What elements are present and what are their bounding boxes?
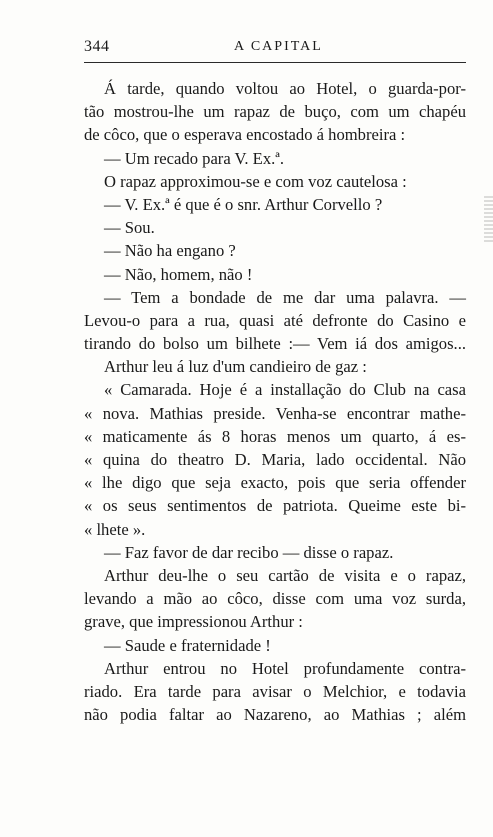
text-line: tirando do bolso um bilhete :— Vem iá dos amigos... <box>84 334 466 354</box>
page-body <box>84 77 466 726</box>
text-line: « lhe digo que seja exacto, pois que seria offender <box>84 473 466 493</box>
text-line: de côco, que o esperava encostado á hombreira : <box>84 125 406 145</box>
text-line: — Não ha engano ? <box>104 241 236 261</box>
text-line: « os seus sentimentos de patriota. Queime este bi- <box>84 496 466 516</box>
text-line: — Tem a bondade de me dar uma palavra. — <box>104 287 466 307</box>
text-line: — Faz favor de dar recibo — disse o rapaz. <box>104 542 394 562</box>
text-line: « nova. Mathias preside. Venha-se encontrar mathe- <box>84 403 466 423</box>
header-rule <box>84 62 466 63</box>
text-line: Arthur leu á luz d'um candieiro de gaz : <box>104 357 367 377</box>
text-line: Arthur entrou no Hotel profundamente contra- <box>104 658 466 678</box>
text-line: — Sou. <box>104 218 155 238</box>
text-line: O rapaz approximou-se e com voz cautelosa : <box>104 171 407 191</box>
text-line: Arthur deu-lhe o seu cartão de visita e o rapaz, <box>104 565 466 585</box>
text-line: — Saude e fraternidade ! <box>104 635 271 655</box>
text-line: — Um recado para V. Ex.ª. <box>104 148 284 168</box>
text-line: « lhete ». <box>84 519 146 539</box>
text-line: « Camarada. Hoje é a installação do Club na casa <box>104 380 466 400</box>
text-line: « quina do theatro D. Maria, lado occidental. Não <box>84 450 466 469</box>
text-line: não podia faltar ao Nazareno, ao Mathias ; além <box>84 705 466 725</box>
text-line: grave, que impressionou Arthur : <box>84 612 303 632</box>
text-line: — Não, homem, não ! <box>104 264 253 284</box>
running-title: A CAPITAL <box>234 39 323 54</box>
page-header <box>84 38 466 60</box>
text-line: riado. Era tarde para avisar o Melchior, e todavia <box>84 681 466 701</box>
text-line: — V. Ex.ª é que é o snr. Arthur Corvello ? <box>104 194 383 214</box>
text-line: tão mostrou-lhe um rapaz de buço, com um chapéu <box>84 102 466 122</box>
text-line: Levou-o para a rua, quasi até defronte do Casino e <box>84 310 466 330</box>
text-line: Á tarde, quando voltou ao Hotel, o guarda-por- <box>104 79 466 98</box>
text-line: levando a mão ao côco, disse com uma voz surda, <box>84 589 466 609</box>
text-line: « maticamente ás 8 horas menos um quarto, á es- <box>84 426 466 446</box>
page-number: 344 <box>84 38 110 55</box>
show-through-mark <box>484 196 493 242</box>
